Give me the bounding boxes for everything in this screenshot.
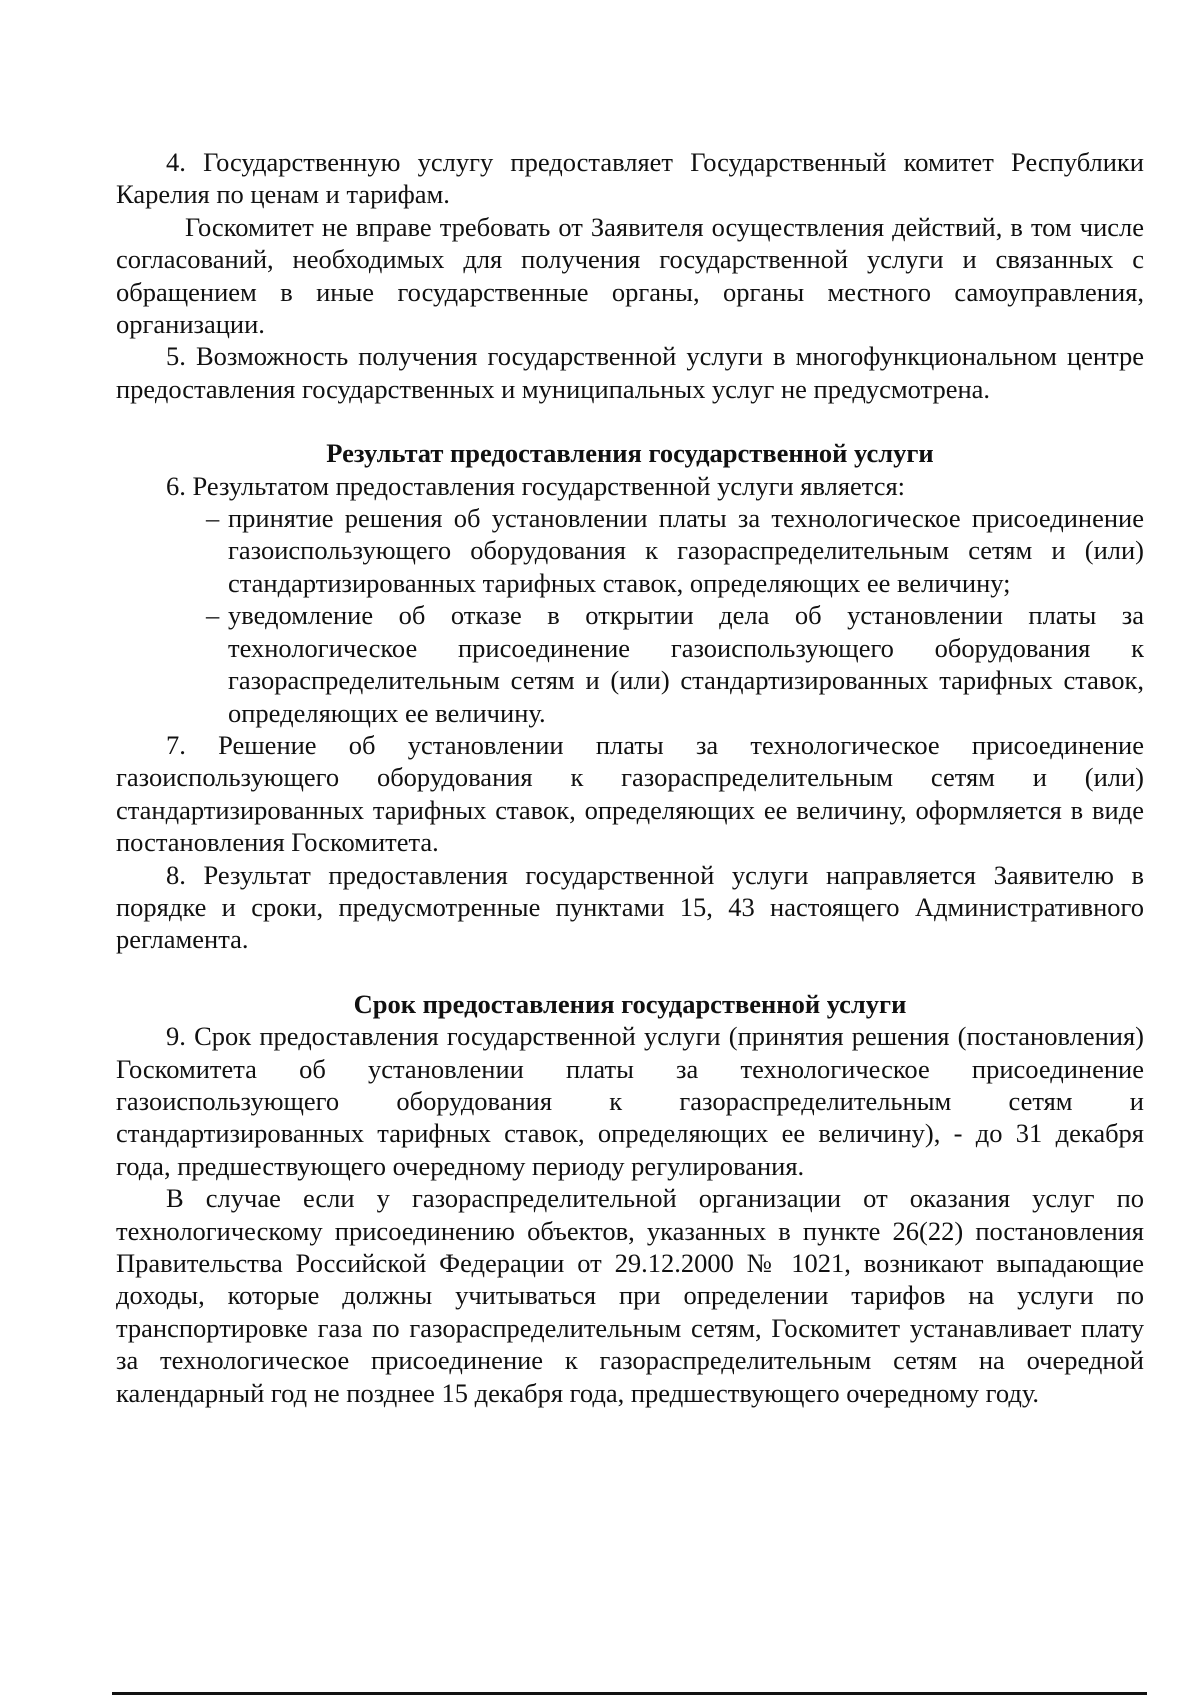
paragraph-9-continuation: В случае если у газораспределительной организации от оказания услуг по технологическому присоединению объектов, указанных в пункте 26(22) постановления Правительства Российской Федерации от 29.12.2000 № 1021, возникают выпадающие доходы, которые должны учитываться при определении тарифов на услуги по транспортировке газа по газораспределительным сетям, Госкомитет устанавливает плату за технологическое присоединение к газораспределительным сетям на очередной календарный год не позднее 15 декабря года, предшествующего очередному году. bbox=[116, 1183, 1144, 1408]
section-heading-term: Срок предоставления государственной услуги bbox=[353, 988, 907, 1019]
section-heading-result: Результат предоставления государственной услуги bbox=[326, 438, 934, 469]
bullet-dash: – bbox=[206, 503, 220, 534]
list-item-text: принятие решения об установлении платы за технологическое присоединение газоиспользующего оборудования к газораспределительным сетям и (или) стандартизированных тарифных ставок, определяющих ее величину; bbox=[228, 503, 1144, 598]
bullet-dash: – bbox=[206, 600, 220, 631]
document-page bbox=[116, 146, 1144, 1409]
paragraph-4: 4. Государственную услугу предоставляет Государственный комитет Республики Карелия по ценам и тарифам. bbox=[116, 147, 1144, 210]
paragraph-9: 9. Срок предоставления государственной услуги (принятия решения (постановления) Госкомитета об установлении платы за технологическое присоединение газоиспользующего оборудования к газораспределительным сетям и стандартизированных тарифных ставок, определяющих ее величину), - до 31 декабря года, предшествующего очередному периоду регулирования. bbox=[116, 1021, 1144, 1181]
section-gap bbox=[116, 956, 1144, 988]
paragraph-6: 6. Результатом предоставления государственной услуги является: bbox=[166, 470, 906, 501]
paragraph-7: 7. Решение об установлении платы за технологическое присоединение газоиспользующего оборудования к газораспределительным сетям и (или) стандартизированных тарифных ставок, определяющих ее величину, оформляется в виде постановления Госкомитета. bbox=[116, 729, 1144, 858]
list-item bbox=[206, 502, 1144, 599]
section-gap bbox=[116, 405, 1144, 437]
paragraph-5: 5. Возможность получения государственной услуги в многофункциональном центре предоставления государственных и муниципальных услуг не предусмотрена. bbox=[116, 341, 1144, 404]
list-item-text: уведомление об отказе в открытии дела об установлении платы за технологическое присоединение газоиспользующего оборудования к газораспределительным сетям и (или) стандартизированных тарифных ставок, определяющих ее величину. bbox=[228, 600, 1144, 728]
list-item bbox=[206, 599, 1144, 729]
paragraph-4-continuation: Госкомитет не вправе требовать от Заявителя осуществления действий, в том числе согласований, необходимых для получения государственной услуги и связанных с обращением в иные государственные органы, органы местного самоуправления, организации. bbox=[116, 211, 1144, 340]
footer-rule bbox=[112, 1692, 1147, 1695]
paragraph-8: 8. Результат предоставления государственной услуги направляется Заявителю в порядке и сроки, предусмотренные пунктами 15, 43 настоящего Административного регламента. bbox=[116, 859, 1144, 955]
